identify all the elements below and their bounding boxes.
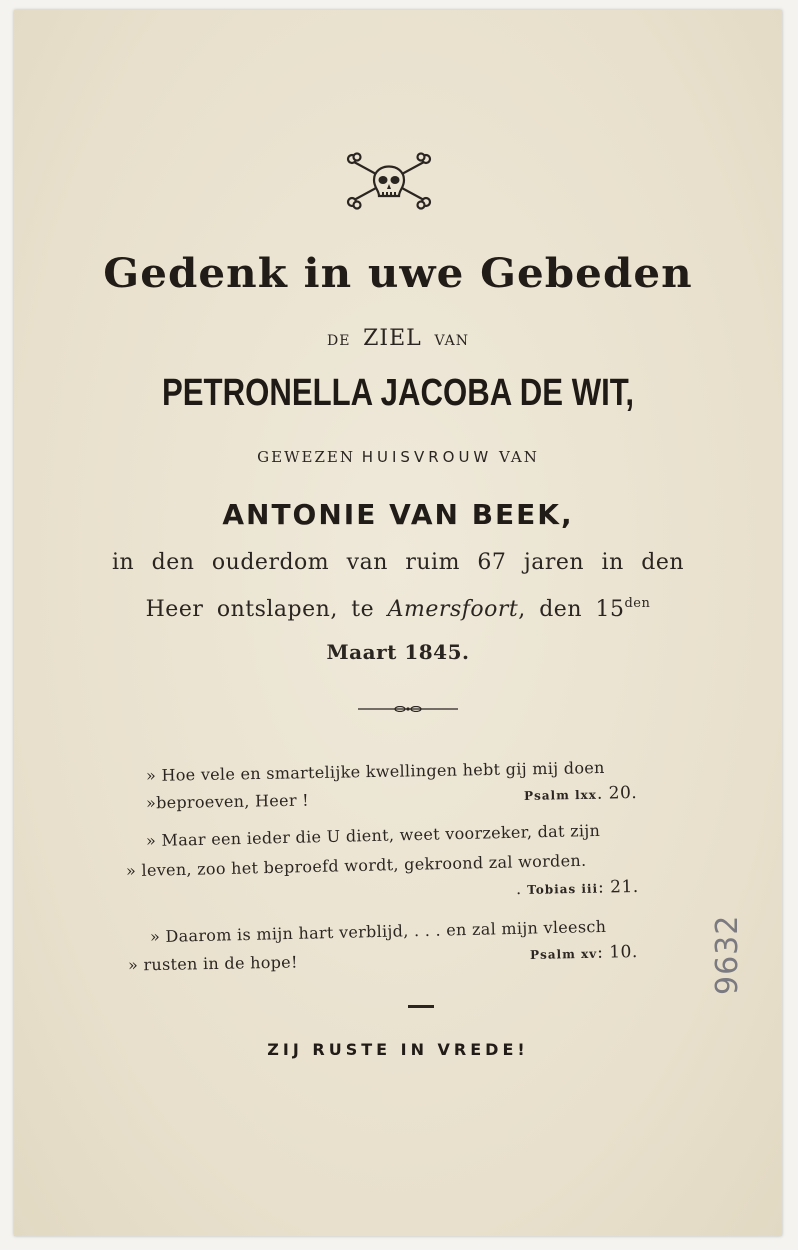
death-line-pre: Heer ontslapen, te: [145, 597, 388, 622]
death-date-line: Maart 1845.: [326, 640, 470, 664]
death-place: Amersfoort: [387, 597, 519, 622]
husband-name: ANTONIE VAN BEEK,: [222, 498, 574, 531]
quote-2-book: Tobias iii: [527, 881, 599, 897]
catalog-number: 9632: [710, 914, 745, 995]
word-van: VAN: [434, 333, 469, 349]
heading-title: Gedenk in uwe Gebeden: [103, 250, 693, 297]
quote-3-reference: [530, 942, 638, 964]
death-place-line: [14, 596, 782, 622]
quote-2-prefix: .: [515, 878, 522, 899]
quote-1-verse: . 20.: [596, 783, 638, 804]
quote-1-line-1: » Hoe vele en smartelijke kwellingen hebt gij mij doen: [145, 757, 605, 786]
quote-1-line-2: »beproeven, Heer !: [145, 790, 310, 813]
death-line-post: , den 15: [518, 597, 625, 622]
rest-in-peace: ZIJ RUSTE IN VREDE!: [267, 1040, 529, 1059]
deceased-name: PETRONELLA JACOBA DE WIT,: [161, 372, 635, 414]
age-line: in den ouderdom van ruim 67 jaren in den: [111, 550, 685, 575]
quote-3-line-2: » rusten in de hope!: [127, 952, 298, 975]
quote-2-line-2: » leven, zoo het beproefd wordt, gekroond zal worden.: [125, 850, 587, 881]
word-ziel: ZIEL: [363, 326, 422, 351]
word-de: DE: [326, 333, 351, 349]
soul-of-line: [14, 326, 782, 351]
word-huisvrouw: HUISVROUW: [361, 448, 493, 466]
quote-3-book: Psalm xv: [529, 946, 598, 962]
word-gewezen: GEWEZEN: [257, 448, 355, 466]
quote-1-book: Psalm lxx: [523, 787, 597, 803]
closing-dash: [408, 1005, 434, 1008]
ornament-divider: [358, 706, 458, 712]
quote-2-line-1: » Maar een ieder die U dient, weet voorzeker, dat zijn: [145, 820, 601, 851]
quote-3-verse: : 10.: [596, 942, 638, 963]
quote-2-reference: [516, 877, 639, 899]
memorial-card: [14, 10, 782, 1236]
word-van-2: VAN: [499, 448, 539, 466]
quote-1-reference: [524, 783, 638, 805]
quote-3-line-1: » Daarom is mijn hart verblijd, . . . en zal mijn vleesch: [149, 916, 607, 947]
death-line-sup: den: [624, 596, 651, 611]
former-wife-line: [14, 448, 782, 466]
skull-crossbones-icon: [344, 150, 434, 210]
quote-2-verse: : 21.: [597, 876, 639, 898]
